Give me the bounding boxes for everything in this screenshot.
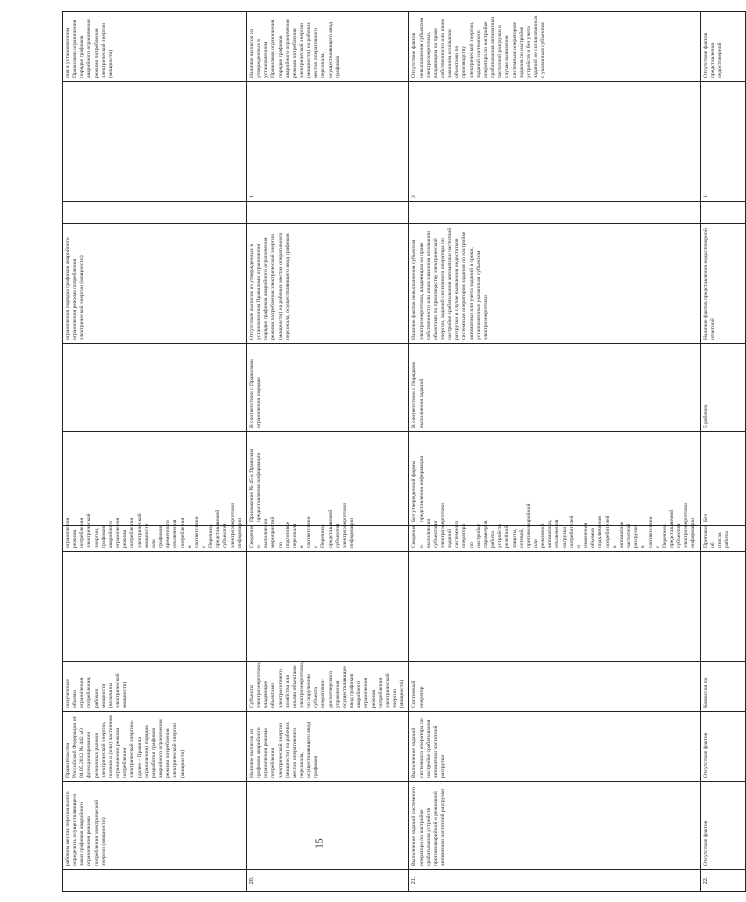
table-cell: В соответствии с Порядком выполнения заданий [409,344,700,432]
table-cell: Комиссия по [700,662,745,712]
table-cell: Субъекты электроэнергетики, владеющие объектами электросетевого хозяйства или иными объектами электроэнергетики, по поручению субъекта оперативно-диспетчерского управления осуществляющие ввод графиков аварийного ограничения режима потребления электрической энергии (мощности) [246,662,408,712]
table-cell [700,552,745,662]
table-cell: Наличие фактов представления недостоверной отчетной [700,224,745,344]
table-cell: ограничения порядка графиков аварийного ограничения режима потребления электрической энергии (мощности) [63,224,247,344]
table-cell: Системный оператор [409,662,700,712]
table-row [63,12,247,892]
table-cell: Отсутствие выписок из утвержденных в установленном Правилами ограничения порядке графиков аварийного ограничения режима потребления электрической энергии (мощности) на рабочих местах оперативного персонала, осуществляющего ввод графиков [246,224,408,344]
table-cell: В соответствии с Правилами ограничения порядке [246,344,408,432]
table-cell [700,202,745,224]
table-cell: Без [700,432,745,526]
table-cell: полученные объемы ограничения потребления, рабочих мощности (величины электрической мощности) [63,662,247,712]
table-cell [409,202,700,224]
table-cell [246,202,408,224]
table-row [700,12,745,892]
table-cell: ограничения режима потребления электрической энергии, графиков аварийного ограничения режима потребления электрической мощности или графиков временного отключения потребления в соответствии с Перечнем представляемой субъектом электроэнергетики информации [63,526,247,552]
table-cell: Сведения о выполнении мероприятий по подготовке персонала в соответствии с Перечнем представляемой субъектом электроэнергетики информации [246,526,408,552]
table-cell: Приложение № 45 к Правилам предоставления информации [246,432,408,526]
table-cell: Отсутствие фактов представления недостоверной [700,12,745,82]
table-cell: Наличие выписок из графиков аварийного ограничения режима потребления электрической энергии (мощности) на рабочих местах оперативного персонала, осуществляющего ввод графиков [246,712,408,782]
table-cell [246,552,408,662]
table-cell: Наличие фактов невыполнения субъектом электроэнергетики, владеющим на праве собственности или ином законном основании объектами по производству электрической энергии, заданий системного оператора по настройке срабатывания автоматики частотной разгрузки в случае выявления недостатков системным оператором задания по настройке автоматики или учета заданий в сроки, установленные указанным субъектом электроэнергетики [409,224,700,344]
table-cell: Наличие выписок из утвержденных в установленном Правилами ограничения порядке графиков аварийного ограничения режима потребления электрической энергии (мощности) на рабочих местах оперативного персонала, осуществляющего ввод графиков [246,12,408,82]
table-row [246,12,408,892]
table-cell [63,344,247,432]
table-cell: Выполнение заданий системного оператора по настройке срабатывания автоматики частотной разгрузки [409,712,700,782]
table-cell: 3 [409,82,700,202]
table-cell: ния в установленном Правилами ограничения порядке графиков аварийного ограничения режима потребления электрической энергии (мощности) [63,12,247,82]
table-cell [63,202,247,224]
table-cell: 5 рабочих [700,344,745,432]
table-cell [409,552,700,662]
row-number-cell: 22. [700,870,745,892]
table-cell: Отсутствие фактов [700,782,745,870]
table-row [409,12,700,892]
table-cell [246,782,408,870]
table-cell: Сведения о выполнении субъектами электроэнергетики заданий системного оператора по настройке параметров работы устройств релейной защиты, сетевой, противоаварийной или режимной автоматики, отключения нагрузки потребителей и изменения объемов подключения потребителей к автоматике частотной разгрузки в соответствии с Перечнем представляемой субъектом электроэнергетики информации [409,526,700,552]
page-number: 15 [314,838,326,849]
table-cell: Выполнение заданий системного оператора по настройке срабатывания устройств противоаварийной и режимной автоматики частотной разгрузки [409,782,700,870]
table-cell: Без утвержденной формы представления информации [409,432,700,526]
row-number-cell: 20. [246,870,408,892]
row-number-cell: 21. [409,870,700,892]
table-cell: Отсутствие фактов [700,712,745,782]
rotated-table-wrapper [62,12,731,892]
table-cell: 1 [700,82,745,202]
table-cell: Протокол об итогах работы [700,526,745,552]
table-cell: 1 [246,82,408,202]
table-cell: Отсутствие фактов невыполнения субъектом электроэнергетики, владеющим на праве собственности или ином законном основании объектами по производству электрической энергии, заданий системного оператора по настройке срабатывания автоматики частотной разгрузки в случае выявления системным оператором задания по настройке устройств и без учета заданий не согласованных с указанным субъектом [409,12,700,82]
row-number-cell [63,870,247,892]
criteria-table [62,11,746,892]
table-cell [63,82,247,202]
table-cell: рабочим местах персонального определить осуществляющего заказ графиков аварийного ограничения режима потребления электрической энергии (мощности) [63,782,247,870]
table-cell: Правительства Российской Федерации от 04.05.2012 № 442 «О функционировании розничных рынков электрической энергии, полном и (или) частичном ограничении режима потребления электрической энергии» (далее – Правила ограничения) порядок разработки графиков аварийного ограничения режима потребления электрической энергии (мощности) [63,712,247,782]
table-cell [63,552,247,662]
